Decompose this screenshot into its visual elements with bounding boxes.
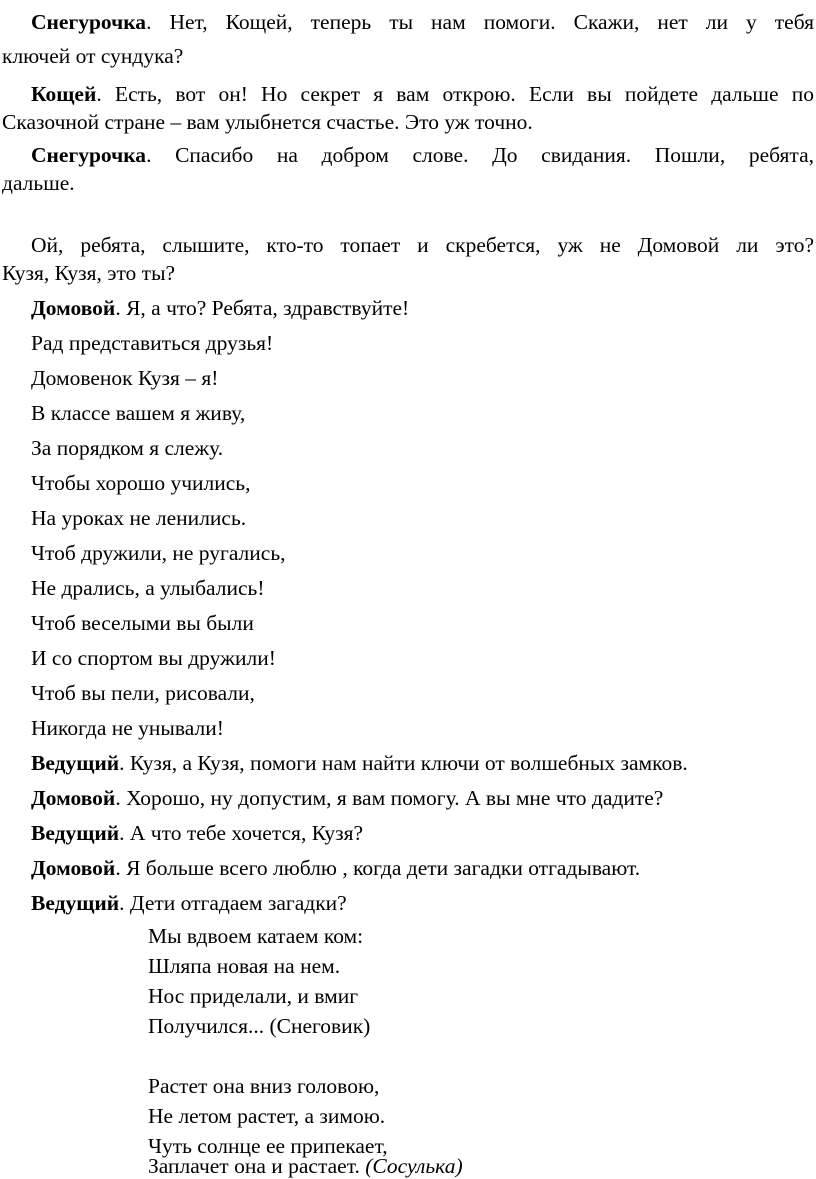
line-text: Получился... (Снеговик) [148, 1014, 371, 1038]
line-text: . Кузя, а Кузя, помоги нам найти ключи от волшебных замков. [119, 751, 688, 775]
poem-line [31, 543, 286, 565]
riddle-line [148, 956, 340, 978]
line-text: Чтоб веселыми вы были [31, 611, 254, 635]
text-line [2, 263, 175, 285]
riddle-line [148, 1016, 370, 1038]
poem-line [31, 473, 250, 495]
line-text: Растет она вниз головою, [148, 1074, 380, 1098]
speaker-name: Кощей [31, 82, 97, 106]
riddle-line [148, 986, 358, 1008]
speaker-name: Домовой [31, 856, 116, 880]
line-text: . А что тебе хочется, Кузя? [119, 821, 364, 845]
line-text: В классе вашем я живу, [31, 401, 246, 425]
line-text: Нос приделали, и вмиг [148, 984, 359, 1008]
line-text: За порядком я слежу. [31, 436, 224, 460]
line-text: Не летом растет, а зимою. [148, 1104, 386, 1128]
riddle-line [148, 1076, 379, 1098]
dialogue-line [31, 823, 363, 845]
dialogue-line [31, 84, 814, 106]
poem-line [31, 683, 255, 705]
line-text: дальше. [2, 171, 75, 195]
riddle-answer: (Сосулька) [365, 1154, 463, 1178]
dialogue-line [31, 145, 814, 167]
speaker-name: Домовой [31, 786, 116, 810]
line-text: . Спасибо на добром слове. До свидания. Пошли, ребята, [146, 143, 814, 167]
line-text: Домовенок Кузя – я! [31, 366, 219, 390]
text-line [2, 112, 533, 134]
line-text: Чтоб дружили, не ругались, [31, 541, 286, 565]
poem-line [31, 613, 254, 635]
speaker-name: Ведущий [31, 821, 120, 845]
dialogue-line [31, 858, 640, 880]
line-text: Сказочной стране – вам улыбнется счастье. Это уж точно. [2, 110, 533, 134]
poem-line [31, 403, 245, 425]
riddle-line [148, 1106, 385, 1128]
line-text: . Есть, вот он! Но секрет я вам открою. Если вы пойдете дальше по [96, 82, 814, 106]
line-text: Кузя, Кузя, это ты? [2, 261, 176, 285]
line-text: И со спортом вы дружили! [31, 646, 276, 670]
poem-line [31, 648, 276, 670]
dialogue-line [31, 753, 688, 775]
poem-line [31, 438, 223, 460]
line-text: Рад представиться друзья! [31, 331, 274, 355]
dialogue-line [31, 298, 409, 320]
line-text: . Я больше всего люблю , когда дети загадки отгадывают. [115, 856, 641, 880]
line-text: Ой, ребята, слышите, кто-то топает и скребется, уж не Домовой ли это? [31, 233, 814, 257]
line-text: . Дети отгадаем загадки? [119, 891, 347, 915]
line-text: На уроках не ленились. [31, 506, 247, 530]
dialogue-line [31, 12, 814, 34]
speaker-name: Ведущий [31, 891, 120, 915]
text-line [2, 46, 183, 68]
poem-line [31, 578, 265, 600]
line-text: Чуть солнце ее припекает, [148, 1134, 388, 1158]
riddle-line [148, 1156, 463, 1178]
poem-line [31, 718, 224, 740]
poem-line [31, 508, 246, 530]
text-line [31, 235, 814, 257]
dialogue-line [31, 893, 347, 915]
line-text: Шляпа новая на нем. [148, 954, 341, 978]
speaker-name: Снегурочка [31, 143, 147, 167]
line-text: Мы вдвоем катаем ком: [148, 924, 364, 948]
poem-line [31, 333, 273, 355]
speaker-name: Домовой [31, 296, 116, 320]
speaker-name: Ведущий [31, 751, 120, 775]
line-text: . Нет, Кощей, теперь ты нам помоги. Скажи, нет ли у тебя [146, 10, 814, 34]
riddle-line [148, 926, 363, 948]
speaker-name: Снегурочка [31, 10, 147, 34]
line-text: . Я, а что? Ребята, здравствуйте! [115, 296, 410, 320]
text-line [2, 173, 75, 195]
line-text: Чтобы хорошо учились, [31, 471, 251, 495]
dialogue-line [31, 788, 663, 810]
line-text: Не дрались, а улыбались! [31, 576, 265, 600]
line-text: Чтоб вы пели, рисовали, [31, 681, 255, 705]
line-text: Заплачет она и растает. [148, 1154, 366, 1178]
poem-line [31, 368, 218, 390]
line-text: . Хорошо, ну допустим, я вам помогу. А вы мне что дадите? [115, 786, 664, 810]
line-text: Никогда не унывали! [31, 716, 224, 740]
line-text: ключей от сундука? [2, 44, 184, 68]
